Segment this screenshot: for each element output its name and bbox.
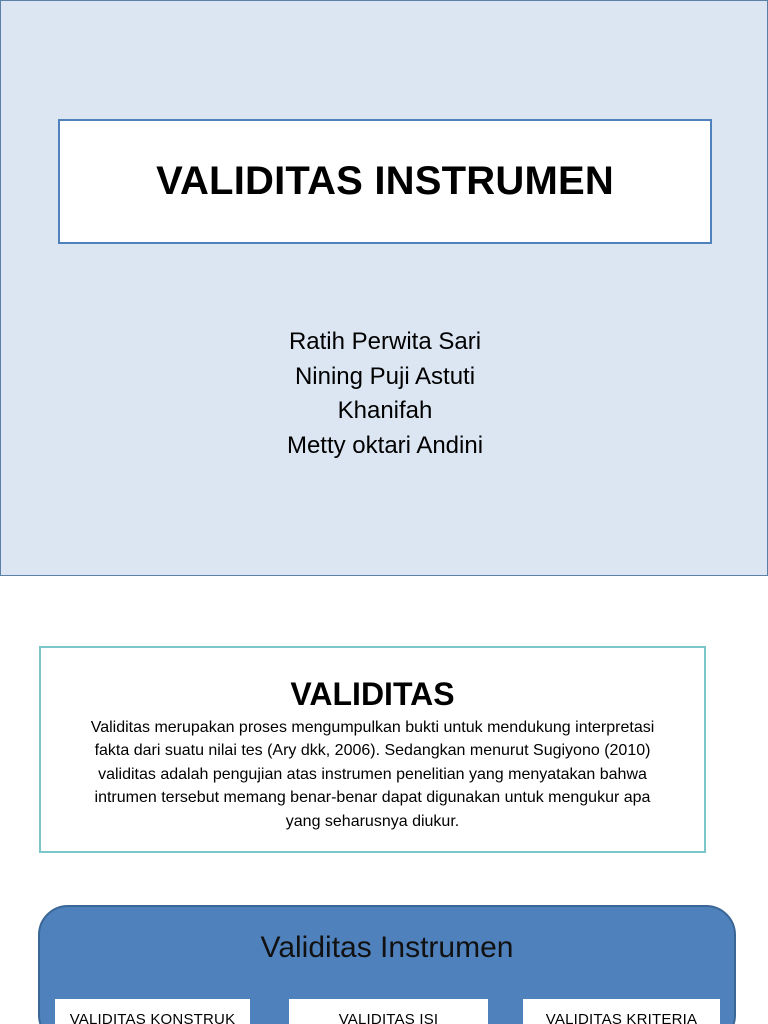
type-box-construct: VALIDITAS KONSTRUK [54, 998, 251, 1024]
type-box-content: VALIDITAS ISI [288, 998, 489, 1024]
slide-title: VALIDITAS INSTRUMEN [156, 159, 614, 203]
author-name: Khanifah [337, 397, 433, 424]
validity-types-diagram [38, 905, 736, 1024]
author-name: Nining Puji Astuti [294, 362, 476, 390]
definition-text: Validitas merupakan proses mengumpulkan bukti untuk mendukung interpretasi fakta dari suatu nilai tes (Ary dkk, 2006). Sedangkan menurut Sugiyono (2010) validitas adalah pengujian atas instrumen penelitian yang menyatakan bahwa intrumen tersebut memang benar-benar dapat digunakan untuk mengukur apa yang seharusnya diukur. [90, 719, 655, 830]
author-name: Ratih Perwita Sari [288, 328, 482, 355]
type-box-criterion: VALIDITAS KRITERIA [522, 998, 721, 1024]
author-list [1, 325, 768, 463]
definition-heading: VALIDITAS [290, 676, 455, 712]
title-box [58, 119, 712, 244]
author-name: Metty oktari Andini [286, 431, 484, 459]
definition-box [39, 646, 706, 853]
diagram-title: Validitas Instrumen [260, 931, 514, 964]
